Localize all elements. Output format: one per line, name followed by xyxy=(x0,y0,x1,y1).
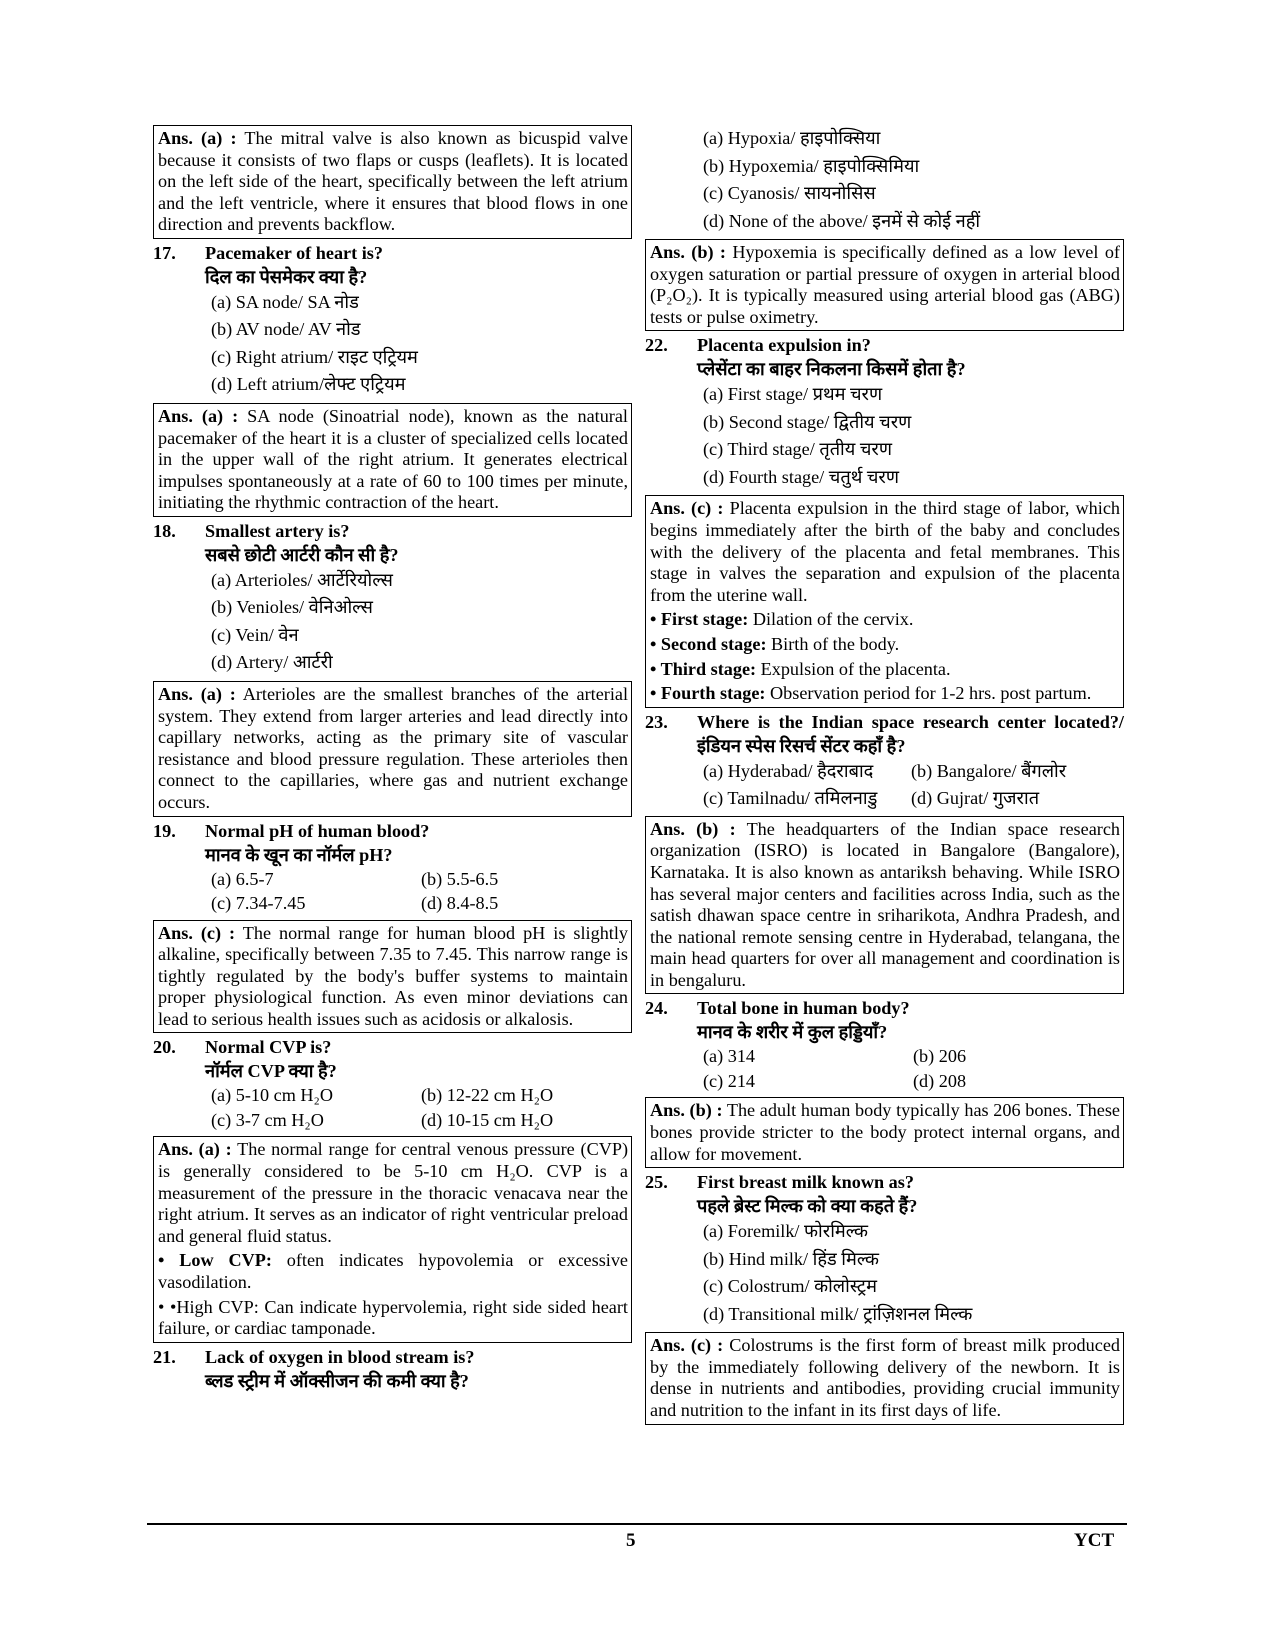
stage-point-4 xyxy=(650,683,1120,705)
question-number: 20. xyxy=(153,1037,176,1058)
option-d: (d) Gujrat/ गुजरात xyxy=(911,787,1040,808)
options-21 xyxy=(645,125,1124,235)
option-d: (d) 8.4-8.5 xyxy=(421,893,499,913)
answer-box-18 xyxy=(153,681,632,817)
high-cvp-point: • •High CVP: Can indicate hypervolemia, right side sided heart failure, or cardiac tamponade. xyxy=(158,1296,628,1339)
answer-box-25 xyxy=(645,1332,1124,1424)
option-c: (c) Third stage/ तृतीय चरण xyxy=(703,439,893,460)
option-b: (b) Hind milk/ हिंड मिल्क xyxy=(703,1248,880,1269)
footer-divider xyxy=(147,1523,1127,1525)
question-text-en: Normal pH of human blood? xyxy=(205,820,430,841)
answer-box-16 xyxy=(153,125,632,239)
option-d: (d) Left atrium/लेफ्ट एट्रियम xyxy=(211,374,406,395)
option-a: (a) First stage/ प्रथम चरण xyxy=(703,384,883,405)
question-text: Where is the Indian space research center located?/इंडियन स्पेस रिसर्च सेंटर कहाँ है? xyxy=(697,711,1124,756)
question-number: 19. xyxy=(153,820,176,841)
question-24 xyxy=(645,996,1124,1044)
answer-text: The normal range for central venous pressure (CVP) is generally considered to be 5-10 cm H₂O. CVP is a measurement of the pressure in the thoracic venacava near the right atrium. It serves as an indicator of right ventricular preload and general fluid status. xyxy=(158,1139,629,1246)
question-text-en: Smallest artery is? xyxy=(205,520,350,541)
point-text: often indicates hypovolemia or excessive vasodilation. xyxy=(158,1250,628,1293)
option-d: (d) 208 xyxy=(913,1070,967,1091)
option-b: (b) 206 xyxy=(913,1046,967,1067)
answer-box-19 xyxy=(153,920,632,1034)
question-number: 25. xyxy=(645,1172,668,1193)
answer-label: Ans. (b) : xyxy=(650,818,736,839)
option-b: (b) 5.5-6.5 xyxy=(421,868,499,889)
answer-box-23 xyxy=(645,816,1124,995)
options-24 xyxy=(645,1044,1124,1093)
options-17 xyxy=(153,289,632,399)
question-text-hi: पहले ब्रेस्ट मिल्क को क्या कहते हैं? xyxy=(697,1196,918,1217)
options-18 xyxy=(153,567,632,677)
option-a: (a) SA node/ SA नोड xyxy=(211,291,359,312)
option-c: (c) 214 xyxy=(703,1070,756,1091)
answer-label: Ans. (a) : xyxy=(158,128,237,148)
option-a: (a) 6.5-7 xyxy=(211,868,274,889)
question-text-en: Total bone in human body? xyxy=(697,998,910,1019)
answer-label: Ans. (b) : xyxy=(650,242,726,262)
answer-box-24 xyxy=(645,1097,1124,1168)
option-a: (a) Hyderabad/ हैदराबाद xyxy=(703,760,874,781)
answer-label: Ans. (a) : xyxy=(158,405,239,426)
stage-point-3 xyxy=(650,659,1120,681)
option-b: (b) Hypoxemia/ हाइपोक्सिमिया xyxy=(703,155,920,176)
point-key: • Second stage: xyxy=(650,633,767,654)
option-c: (c) Tamilnadu/ तमिलनाडु xyxy=(703,787,878,808)
question-number: 21. xyxy=(153,1346,176,1367)
option-d: (d) None of the above/ इनमें से कोई नहीं xyxy=(703,210,981,231)
stage-point-1 xyxy=(650,609,1120,631)
answer-box-17 xyxy=(153,403,632,517)
question-number: 17. xyxy=(153,242,176,263)
option-c: (c) 7.34-7.45 xyxy=(211,893,306,913)
question-text-hi: प्लेसेंटा का बाहर निकलना किसमें होता है? xyxy=(697,359,966,380)
option-c: (c) Right atrium/ राइट एट्रियम xyxy=(211,346,418,367)
option-c: (c) Colostrum/ कोलोस्ट्रम xyxy=(703,1276,877,1297)
point-key: • Third stage: xyxy=(650,658,757,679)
option-d: (d) Fourth stage/ चतुर्थ चरण xyxy=(703,466,899,487)
option-a: (a) 314 xyxy=(703,1046,756,1067)
option-c: (c) Vein/ वेन xyxy=(211,624,299,645)
option-d: (d) Transitional milk/ ट्रांज़िशनल मिल्क xyxy=(703,1303,973,1324)
option-b: (b) Bangalore/ बैंगलोर xyxy=(911,760,1067,781)
question-18 xyxy=(153,519,632,567)
options-19 xyxy=(153,867,632,916)
option-d: (d) Artery/ आर्टरी xyxy=(211,652,333,673)
question-text-hi: मानव के खून का नॉर्मल pH? xyxy=(205,844,393,865)
question-text-hi: नॉर्मल CVP क्या है? xyxy=(205,1061,337,1082)
option-b: (b) 12-22 cm H₂O xyxy=(421,1085,554,1106)
answer-text: The mitral valve is also known as bicuspid valve because it consists of two flaps or cusps (leaflets). It is located on the left side of the heart, specifically between the left atrium and the left ventricle, where it ensures that blood flows in one direction and prevents backflow. xyxy=(158,128,628,235)
question-19 xyxy=(153,819,632,867)
question-text-hi: दिल का पेसमेकर क्या है? xyxy=(205,266,368,287)
page-number: 5 xyxy=(626,1530,636,1551)
option-a: (a) 5-10 cm H₂O xyxy=(211,1085,333,1106)
option-b: (b) Venioles/ वेनिओल्स xyxy=(211,597,373,618)
stage-point-2 xyxy=(650,634,1120,656)
question-number: 18. xyxy=(153,520,176,541)
options-25 xyxy=(645,1218,1124,1328)
question-23 xyxy=(645,710,1124,758)
answer-text: Placenta expulsion in the third stage of labor, which begins immediately after the birth of the baby and concludes with the delivery of the placenta and fetal membranes. This stage in valves the separation and expulsion of the placenta from the uterine wall. xyxy=(650,498,1120,605)
answer-label: Ans. (c) : xyxy=(650,498,724,519)
option-c: (c) 3-7 cm H₂O xyxy=(211,1109,324,1130)
question-text-hi: सबसे छोटी आर्टरी कौन सी है? xyxy=(205,544,399,565)
answer-text: SA node (Sinoatrial node), known as the natural pacemaker of the heart it is a cluster of specialized cells located in the upper wall of the right atrium. It generates electrical impulses spontaneously at a rate of 60 to 100 times per minute, initiating the rhythmic contraction of the heart. xyxy=(158,405,628,513)
option-a: (a) Arterioles/ आर्टेरियोल्स xyxy=(211,569,393,590)
point-text: Expulsion of the placenta. xyxy=(756,658,951,679)
question-25 xyxy=(645,1170,1124,1218)
answer-text: The normal range for human blood pH is slightly alkaline, specifically between 7.35 to 7.45. This narrow range is tightly regulated by the body's buffer systems to maintain proper physiological function. As even minor deviations can lead to serious health issues such as acidosis or alkalosis. xyxy=(158,922,628,1029)
answer-box-21 xyxy=(645,239,1124,331)
question-text-en: Normal CVP is? xyxy=(205,1037,332,1058)
question-21 xyxy=(153,1345,632,1393)
publisher-brand: YCT xyxy=(1074,1530,1115,1551)
question-text-en: Pacemaker of heart is? xyxy=(205,242,383,263)
option-a: (a) Foremilk/ फोरमिल्क xyxy=(703,1221,868,1242)
answer-text: The headquarters of the Indian space research organization (ISRO) is located in Bangalore (Bangalore), Karnataka. It is also known as antariksh behaving. While ISRO has several major centers and facilities across India, such as the satish dhawan space centre in sriharikota, Andhra Pradesh, and the national remote sensing centre in Hyderabad, telangana, the main head quarters for over all management and coordination is in bengaluru. xyxy=(650,818,1120,990)
answer-label: Ans. (a) : xyxy=(158,683,236,704)
low-cvp-point xyxy=(158,1250,628,1293)
answer-text: The adult human body typically has 206 bones. These bones provide stricter to the body protect internal organs, and allow for movement. xyxy=(650,1100,1120,1164)
answer-label: Ans. (c) : xyxy=(158,922,236,943)
option-b: (b) AV node/ AV नोड xyxy=(211,319,361,340)
answer-text: Hypoxemia is specifically defined as a low level of oxygen saturation or partial pressure of oxygen in arterial blood (P₂O₂). It is typically measured using arterial blood gas (ABG) tests or pulse oximetry. xyxy=(650,242,1120,327)
point-key: • Low CVP: xyxy=(158,1250,272,1271)
point-key: • First stage: xyxy=(650,609,749,630)
answer-label: Ans. (b) : xyxy=(650,1100,723,1121)
point-key: • Fourth stage: xyxy=(650,683,766,704)
question-text-en: First breast milk known as? xyxy=(697,1172,914,1193)
question-17 xyxy=(153,241,632,289)
point-text: Birth of the body. xyxy=(766,633,900,654)
answer-box-22 xyxy=(645,495,1124,707)
question-number: 22. xyxy=(645,335,668,356)
option-a: (a) Hypoxia/ हाइपोक्सिया xyxy=(703,128,881,148)
answer-text: Arterioles are the smallest branches of the arterial system. They extend from larger arteries and lead directly into capillary networks, acting as the primary site of vascular resistance and blood pressure regulation. These arterioles then connect to the capillaries, where gas and nutrient exchange occurs. xyxy=(158,683,629,812)
option-c: (c) Cyanosis/ सायनोसिस xyxy=(703,183,876,203)
option-b: (b) Second stage/ द्वितीय चरण xyxy=(703,411,912,432)
question-text-en: Placenta expulsion in? xyxy=(697,335,871,356)
answer-label: Ans. (a) : xyxy=(158,1139,232,1160)
right-column xyxy=(645,125,1124,1427)
options-23 xyxy=(645,758,1124,812)
options-22 xyxy=(645,381,1124,491)
question-number: 24. xyxy=(645,998,668,1019)
options-20 xyxy=(153,1083,632,1132)
point-text: Observation period for 1-2 hrs. post partum. xyxy=(765,683,1092,704)
point-text: Dilation of the cervix. xyxy=(748,609,914,630)
question-text-hi: ब्लड स्ट्रीम में ऑक्सीजन की कमी क्या है? xyxy=(205,1370,469,1391)
question-text-hi: मानव के शरीर में कुल हड्डियाँ? xyxy=(697,1022,888,1043)
question-text-en: Lack of oxygen in blood stream is? xyxy=(205,1346,475,1367)
option-d: (d) 10-15 cm H₂O xyxy=(421,1109,554,1130)
answer-text: Colostrums is the first form of breast milk produced by the immediately following delivery of the newborn. It is dense in nutrients and antibodies, providing crucial immunity and nutrition to the infant in its first days of life. xyxy=(650,1335,1120,1421)
question-20 xyxy=(153,1035,632,1083)
question-number: 23. xyxy=(645,711,668,732)
question-22 xyxy=(645,333,1124,381)
left-column xyxy=(153,125,632,1393)
answer-box-20 xyxy=(153,1136,632,1342)
answer-label: Ans. (c) : xyxy=(650,1335,724,1356)
